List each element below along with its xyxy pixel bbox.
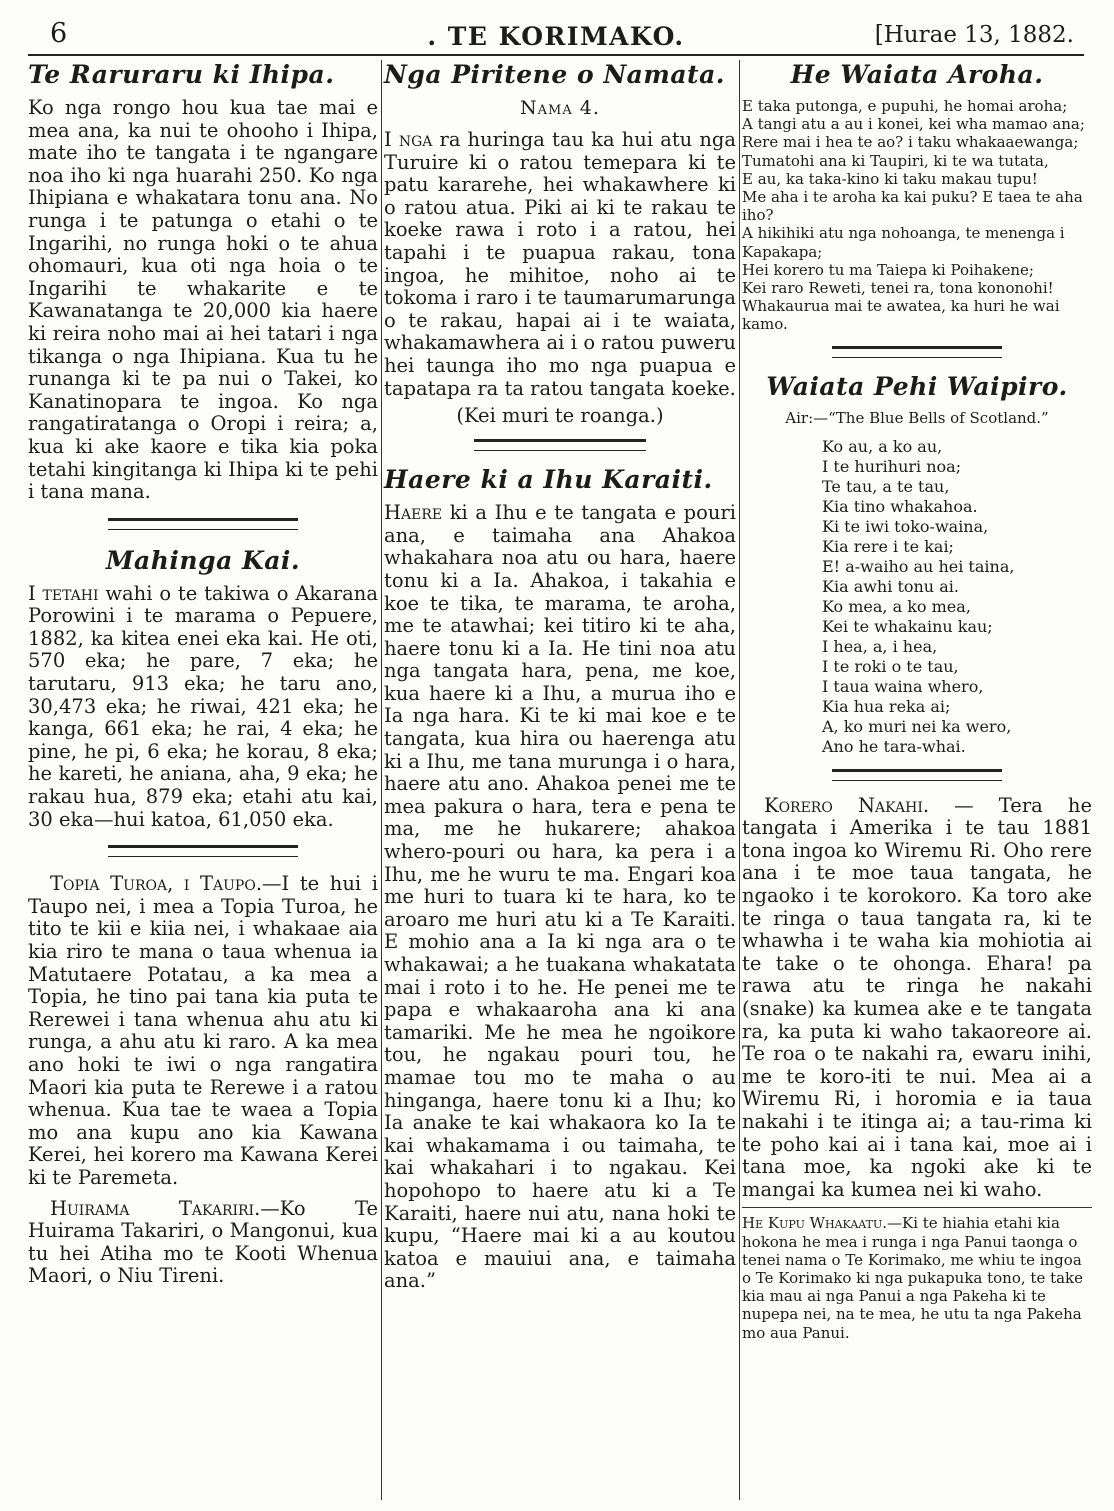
article-text: ki a Ihu e te tangata e pouri ana, e taimaha ana Ahakoa whakahara noa atu ou hara, haere tonu ki a Ia. Ahakoa, i takahia e koe te tika, te marama, te aroha, me te atawhai; kei titiro ki te aha, haere tonu ki a Ia. He tini noa atu nga tangata hara, pena, me koe, kua haere ki a Ihu, a murua iho e Ia nga hara. Ki te ki mai koe e te tangata, kua hira ou haerenga atu ki a Ihu, me tana murunga i o hara, haere atu ano. Ahakoa penei me te mea pakura o hara, tera e pena te ma, me he hukarere; ahakoa whero-pouri ou hara, ka pera i a Ihu, me he wuru te ma. Engari koa me huri to tuara ki te hara, ko te aroaro me huri atu ki a Te Karaiti. E mohio ana a Ia ki nga ara o te whakawai; a he tuakana whakatata mai i roto i to he. He penei me te papa e whakaaroha ana ki ana tamariki. Me he mea he ngoikore tou, he ngakau pouri tou, he mamae tou mo te maha o au hinganga, haere tonu ki a Ihu; ko Ia anake te kai whakaora ko Ia te kai whakamama i ou taimaha, te kai whakahari i to ngakau. Kei hopohopo to haere atu ki a Te Karaiti, haere nui atu, nana hoki te kupu, “Haere mai ki a au koutou katoa e mauiui ana, e taimaha ana.” xyxy=(384,501,736,1293)
article-body: Ko nga rongo hou kua tae mai e mea ana, ka nui te ohooho i Ihipa, mate iho te tangata i te ngangare noa iho ki nga huarahi 250. Ko nga Ihipiana e whakatara tonu ana. No runga i te patunga o etahi o te Ingarihi, no runga hoki o te ahua ohomauri, kua oti nga hoia o te Ingarihi te whakarite e te Kawanatanga te 20,000 kia haere ki reira noho mai ai hei tatari i nga tikanga o nga Ihipiana. Kua tu he runanga ki te pa nui o Takei, ko Kanatinopara te ingoa. Ko nga rangatiratanga o Oropi i reira; a, kua ki ake kaore e tika kia poka tetahi kingitanga ki Ihipa ki te pehi i tana mana. xyxy=(28,96,378,504)
article-body xyxy=(28,1198,378,1288)
lead-words: Haere xyxy=(384,501,443,525)
article-body xyxy=(28,873,378,1189)
article-title: Te Raruraru ki Ihipa. xyxy=(28,60,335,89)
article-body xyxy=(384,129,736,400)
article-body xyxy=(384,502,736,1293)
section-rule xyxy=(108,518,298,530)
article-text: —I te hui i Taupo nei, i mea a Topia Turoa, he tito te kii e kiia nei, i whakaae aia kia riro te mana o taua whenua ia Matutaere Potatau, a ka mea a Topia, he tino pai tana kia puta te Rerewei i tana whenua ahu atu ki runga, a ahu atu ki raro. A ka mea ano hoki te iwi o nga rangatira Maori kia puta te Rerewe i a ratou whenua. Kua tae te waea a Topia mo ana kupu ano kia Kawana Kerei, hei korero ma Kawana Kerei ki te Paremeta. xyxy=(28,872,378,1189)
song-lyrics: E taka putonga, e pupuhi, he homai aroha; A tangi atu a au i konei, kei wha mamao ana; Rere mai i hea te ao? i taku whakaaewanga; Tumatohi ana ki Taupiri, ki te wa tutata, E au, ka taka-kino ki taku makau tupu! Me aha i te aroha ka kai puku? E taea te aha iho? A hikihiki atu nga nohoanga, te menenga i Kapakapa; Hei korero tu ma Taiepa ki Poihakene; Kei raro Reweti, tenei ra, tona kononohi! Whakaurua mai te awatea, ka huri he wai kamo. xyxy=(742,97,1085,334)
article-body xyxy=(742,795,1092,1202)
issue-date: [Hurae 13, 1882. xyxy=(874,22,1074,48)
article-text: ra huringa tau ka hui atu nga Turuire ki o ratou temepara ki te patu kararehe, hei whakawhere ki o ratou atua. Piki ai ki te rakau te koeke rawa i roto i a ratou, hei tapahi i te puapua rakau, tona ingoa, he mihitoe, noho ai te tokoma i raro i te taumarumarunga o te rakau, hapai ai i te waiata, whakamawhera ai i o ratou puweru hei taunga iho mo nga puapua e tapatapa ra ta ratou tangata koeke. xyxy=(384,128,736,400)
article-title: Haere ki a Ihu Karaiti. xyxy=(384,465,713,495)
newspaper-title: . TE KORIMAKO. xyxy=(427,22,685,51)
article-body xyxy=(28,583,378,832)
lead-words: Topia Turoa, i Taupo. xyxy=(50,872,263,896)
article-title: Mahinga Kai. xyxy=(105,545,301,575)
notice-body xyxy=(742,1214,1092,1341)
lead-words: I tetahi xyxy=(28,581,99,605)
continued-note: (Kei muri te roanga.) xyxy=(456,404,664,428)
article-subtitle: Nama 4. xyxy=(520,97,600,119)
article-title: Nga Piritene o Namata. xyxy=(384,60,725,89)
notice-text: —Ki te hiahia etahi kia hokona he mea i runga i nga Panui taonga o tenei nama o Te Korimako, me whiu te ingoa o Te Korimako ki nga pukapuka tono, te take kia mau ai nga Panui a nga Pakeha ki te nupepa nei, na te mea, he utu ta nga Pakeha mo aua Panui. xyxy=(742,1214,1084,1342)
column-2 xyxy=(384,58,736,1293)
lead-words: Korero Nakahi. xyxy=(764,793,930,817)
poem-text: Ko au, a ko au, I te hurihuri noa; Te tau, a te tau, Kia tino whakahoa. Ki te iwi toko-waina, Kia rere i te kai; E! a-waiho au hei taina, Kia awhi tonu ai. Ko mea, a ko mea, Kei te whakainu kau; I hea, a, i hea, I te roki o te tau, I taua waina whero, Kia hua reka ai; A, ko muri nei ka wero, Ano he tara-whai. xyxy=(822,436,1015,756)
lead-words: He Kupu Whakaatu. xyxy=(742,1214,887,1233)
article-title: Waiata Pehi Waipiro. xyxy=(766,371,1068,401)
article-title: He Waiata Aroha. xyxy=(790,60,1044,89)
column-1 xyxy=(28,58,378,1288)
article-text: —Ko Te Huirama Takariri, o Mangonui, kua tu hei Atiha mo te Kooti Whenua Maori, o Niu Tireni. xyxy=(28,1196,379,1288)
article-text: — Tera he tangata i Amerika i te tau 1881 tona ingoa ko Wiremu Ri. Oho rere ana i te moe taua tangata, he ngaoko i te korokoro. Ka toro ake te ringa o taua tangata ra, ki te whawha i te waha kia mohiotia ai te take o te ohonga. Ehara! pa rawa atu te ringa he nakahi (snake) ka kumea ake e te tangata ra, ka puta ki waho takaoreore ai. Te roa o te nakahi ra, ewaru inihi, me te koro-iti te nui. Mea ai a Wiremu Ri, i horomia e ia taua nakahi i te itinga ai; a tau-rima ki te poho kai ai i tana kai, moe ai i tana moe, ka ngoki ake ki te mangai ka kumea nei ki waho. xyxy=(742,793,1092,1201)
section-rule xyxy=(742,1207,1092,1208)
lead-words: Huirama Takariri. xyxy=(50,1196,261,1220)
article-text: wahi o te takiwa o Akarana Porowini i te marama o Pepuere, 1882, ka kitea enei eka kai. He oti, 570 eka; he pare, 7 eka; he tarutaru, 913 eka; he taru ano, 30,473 eka; he riwai, 421 eka; he kanga, 661 eka; he rai, 4 eka; he pine, he pi, 6 eka; he korau, 8 eka; he kareti, he aniana, aha, 9 eka; he rakau hua, 879 eka; etahi atu kai, 30 eka—hui katoa, 61,050 eka. xyxy=(28,581,378,831)
column-3 xyxy=(742,58,1092,1342)
section-rule xyxy=(832,769,1002,781)
page-number: 6 xyxy=(50,18,68,49)
section-rule xyxy=(832,346,1002,358)
song-air: Air:—“The Blue Bells of Scotland.” xyxy=(785,408,1049,427)
section-rule xyxy=(474,439,646,451)
column-divider xyxy=(739,60,740,1500)
section-rule xyxy=(108,845,298,857)
column-divider xyxy=(381,60,382,1500)
page-header xyxy=(28,14,1084,56)
lead-words: I nga xyxy=(384,128,433,151)
